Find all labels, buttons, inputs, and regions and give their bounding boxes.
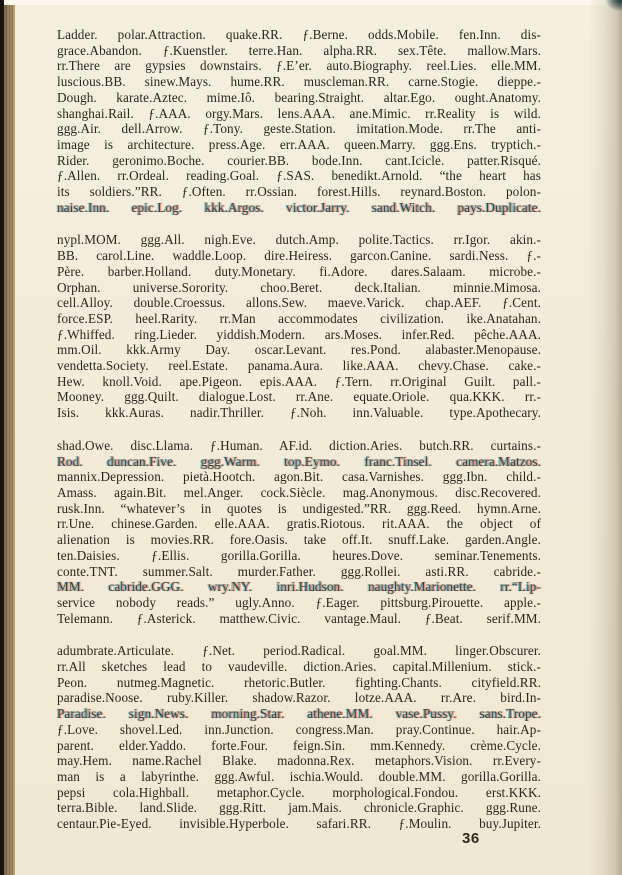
paragraph xyxy=(57,27,541,215)
text-line: Paradise. sign.News. morning.Star. athene.MM. vase.Pussy. sans.Trope. xyxy=(57,706,541,722)
text-line: Telemann. ƒ.Asterick. matthew.Civic. vantage.Maul. ƒ.Beat. serif.MM. xyxy=(57,610,541,626)
page-curl-shadow xyxy=(588,0,622,875)
text-line: cell.Alloy. double.Croessus. allons.Sew. maeve.Varick. chap.AEF. ƒ.Cent. xyxy=(57,295,541,311)
corner-blemish xyxy=(606,0,622,11)
text-line: mannix.Depression. pietà.Hootch. agon.Bit. casa.Varnishes. ggg.Ibn. child.- xyxy=(57,469,541,485)
text-line: rr.Une. chinese.Garden. elle.AAA. gratis.Riotous. rit.AAA. the object of xyxy=(57,516,541,532)
text-line: Rider. geronimo.Boche. courier.BB. bode.Inn. cant.Icicle. patter.Risqué. xyxy=(57,152,541,168)
text-line: Père. barber.Holland. duty.Monetary. fi.Adore. dares.Salaam. microbe.- xyxy=(57,263,541,279)
text-block xyxy=(57,27,541,849)
text-line: centaur.Pie-Eyed. invisible.Hyperbole. safari.RR. ƒ.Moulin. buy.Jupiter. xyxy=(57,816,541,832)
text-line: BB. carol.Line. waddle.Loop. dire.Heiress. garcon.Canine. sardi.Ness. ƒ.- xyxy=(57,248,541,264)
text-line: MM. cabride.GGG. wry.NY. inri.Hudson. naughty.Marionette. rr.“Lip- xyxy=(57,579,541,595)
text-line: Rod. duncan.Five. ggg.Warm. top.Eymo. franc.Tinsel. camera.Matzos. xyxy=(57,453,541,469)
text-line: ten.Daisies. ƒ.Ellis. gorilla.Gorilla. heures.Dove. seminar.Tenements. xyxy=(57,547,541,563)
text-line: Orphan. universe.Sorority. choo.Beret. deck.Italian. minnie.Mimosa. xyxy=(57,279,541,295)
text-line: nypl.MOM. ggg.All. nigh.Eve. dutch.Amp. polite.Tactics. rr.Igor. akin.- xyxy=(57,232,541,248)
text-line: grace.Abandon. ƒ.Kuenstler. terre.Han. alpha.RR. sex.Tête. mallow.Mars. xyxy=(57,42,541,58)
page-top-edge xyxy=(4,0,622,5)
text-line: terra.Bible. land.Slide. ggg.Ritt. jam.Mais. chronicle.Graphic. ggg.Rune. xyxy=(57,800,541,816)
text-line: force.ESP. heel.Rarity. rr.Man accommodates civilization. ike.Anatahan. xyxy=(57,310,541,326)
text-line: vendetta.Society. reel.Estate. panama.Aura. like.AAA. chevy.Chase. cake.- xyxy=(57,358,541,374)
text-line: conte.TNT. summer.Salt. murder.Father. ggg.Rollei. asti.RR. cabride.- xyxy=(57,563,541,579)
text-line: shanghai.Rail. ƒ.AAA. orgy.Mars. lens.AAA. ane.Mimic. rr.Reality is wild. xyxy=(57,105,541,121)
text-line: Isis. kkk.Auras. nadir.Thriller. ƒ.Noh. inn.Valuable. type.Apothecary. xyxy=(57,405,541,421)
text-line: rusk.Inn. “whatever’s in quotes is undigested.”RR. ggg.Reed. hymn.Arne. xyxy=(57,500,541,516)
paragraph xyxy=(57,232,541,420)
text-line: Ladder. polar.Attraction. quake.RR. ƒ.Berne. odds.Mobile. fen.Inn. dis- xyxy=(57,27,541,42)
text-line: luscious.BB. sinew.Mays. hume.RR. muscleman.RR. carne.Stogie. dieppe.- xyxy=(57,74,541,90)
text-line: ƒ.Whiffed. ring.Lieder. yiddish.Modern. ars.Moses. infer.Red. pêche.AAA. xyxy=(57,326,541,342)
text-line: Dough. karate.Aztec. mime.Iô. bearing.Straight. altar.Ego. ought.Anatomy. xyxy=(57,89,541,105)
page-stack-edge xyxy=(4,0,15,875)
text-line: its soldiers.”RR. ƒ.Often. rr.Ossian. forest.Hills. reynard.Boston. polon- xyxy=(57,184,541,200)
text-line: adumbrate.Articulate. ƒ.Net. period.Radical. goal.MM. linger.Obscurer. xyxy=(57,643,541,659)
text-line: alienation is movies.RR. fore.Oasis. take off.It. snuff.Lake. garden.Angle. xyxy=(57,532,541,548)
text-line: rr.There are gypsies downstairs. ƒ.E’er. auto.Biography. reel.Lies. elle.MM. xyxy=(57,58,541,74)
text-line: service nobody reads.” ugly.Anno. ƒ.Eager. pittsburg.Pirouette. apple.- xyxy=(57,594,541,610)
text-line: mm.Oil. kkk.Army Day. oscar.Levant. res.Pond. alabaster.Menopause. xyxy=(57,342,541,358)
text-line: ggg.Air. dell.Arrow. ƒ.Tony. geste.Station. imitation.Mode. rr.The anti- xyxy=(57,121,541,137)
text-line: parent. elder.Yaddo. forte.Four. feign.Sin. mm.Kennedy. crème.Cycle. xyxy=(57,737,541,753)
text-line: man is a labyrinthe. ggg.Awful. ischia.Would. double.MM. gorilla.Gorilla. xyxy=(57,768,541,784)
text-line: Peon. nutmeg.Magnetic. rhetoric.Butler. fighting.Chants. cityfield.RR. xyxy=(57,674,541,690)
paragraph xyxy=(57,643,541,831)
text-line: Mooney. ggg.Quilt. dialogue.Lost. rr.Ane. equate.Oriole. qua.KKK. rr.- xyxy=(57,389,541,405)
text-line: may.Hem. name.Rachel Blake. madonna.Rex. metaphors.Vision. rr.Every- xyxy=(57,753,541,769)
text-line: pepsi cola.Highball. metaphor.Cycle. morphological.Fondou. erst.KKK. xyxy=(57,784,541,800)
text-line: rr.All sketches lead to vaudeville. diction.Aries. capital.Millenium. stick.- xyxy=(57,659,541,675)
text-line: naise.Inn. epic.Log. kkk.Argos. victor.Jarry. sand.Witch. pays.Duplicate. xyxy=(57,199,541,215)
text-line: shad.Owe. disc.Llama. ƒ.Human. AF.id. diction.Aries. butch.RR. curtains.- xyxy=(57,437,541,453)
page-number: 36 xyxy=(462,830,480,847)
paragraph xyxy=(57,438,541,626)
text-line: Amass. again.Bit. mel.Anger. cock.Siècle. mag.Anonymous. disc.Recovered. xyxy=(57,484,541,500)
text-line: ƒ.Love. shovel.Led. inn.Junction. congress.Man. pray.Continue. hair.Ap- xyxy=(57,721,541,737)
text-line: ƒ.Allen. rr.Ordeal. reading.Goal. ƒ.SAS. benedikt.Arnold. “the heart has xyxy=(57,168,541,184)
text-line: image is architecture. press.Age. err.AAA. queen.Marry. ggg.Ens. tryptich.- xyxy=(57,136,541,152)
text-line: Hew. knoll.Void. ape.Pigeon. epis.AAA. ƒ.Tern. rr.Original Guilt. pall.- xyxy=(57,373,541,389)
text-line: paradise.Noose. ruby.Killer. shadow.Razor. lotze.AAA. rr.Are. bird.In- xyxy=(57,690,541,706)
